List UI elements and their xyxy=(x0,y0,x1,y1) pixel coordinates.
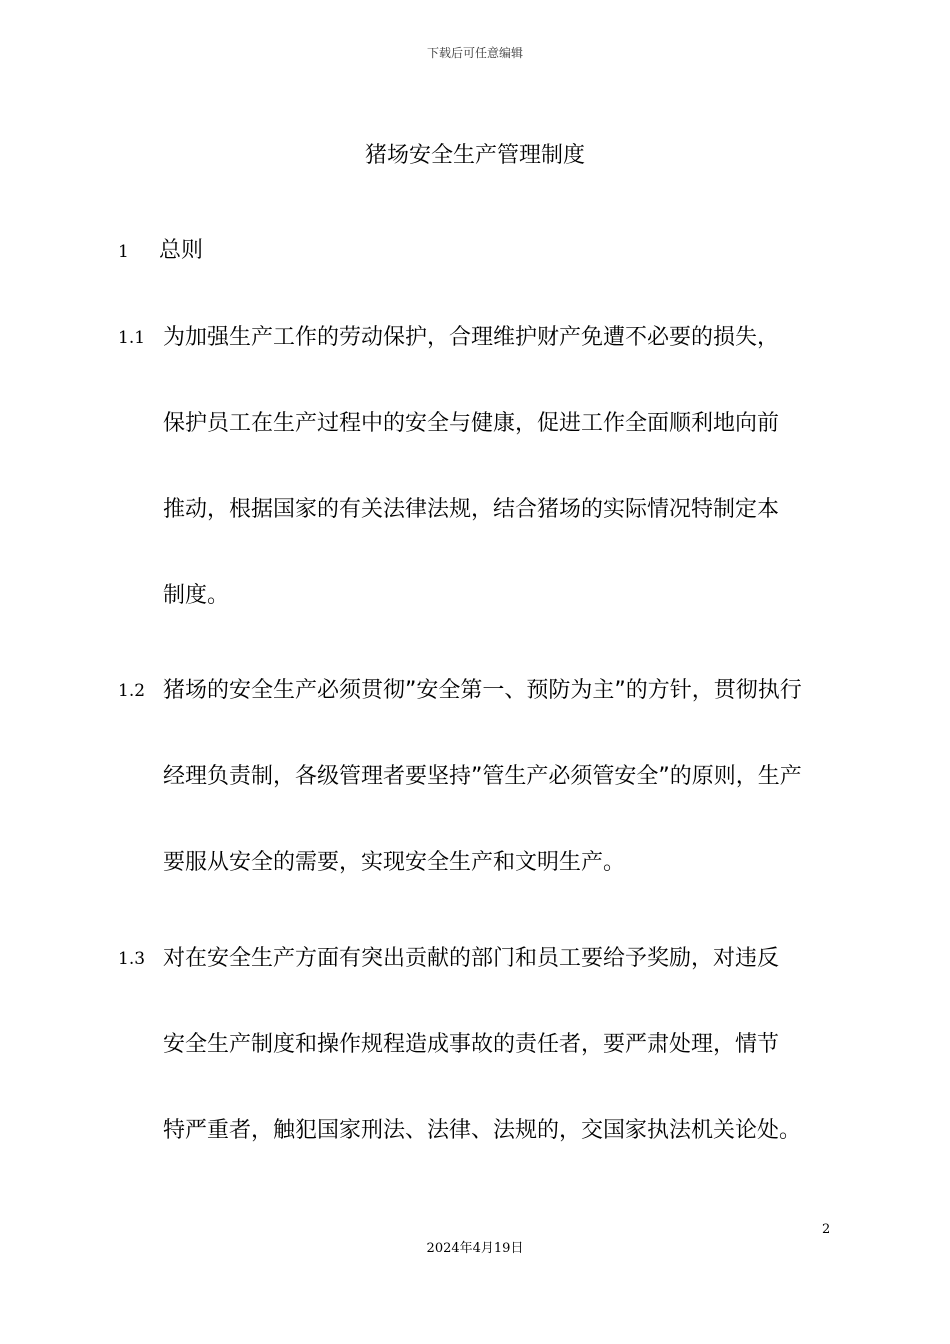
clause-line: 安全生产制度和操作规程造成事故的责任者，要严肃处理，情节 xyxy=(163,1032,780,1057)
header-note: 下载后可任意编辑 xyxy=(426,46,523,60)
clause-line: 推动，根据国家的有关法律法规，结合猪场的实际情况特制定本 xyxy=(163,497,780,522)
clause-number: 1.3 xyxy=(118,949,146,969)
section-number: 1 xyxy=(118,242,129,262)
clause-line: 要服从安全的需要，实现安全生产和文明生产。 xyxy=(163,850,626,875)
footer-date: 2024年4月19日 xyxy=(426,1241,524,1256)
section-title: 总则 xyxy=(159,238,204,263)
clause-line: 对在安全生产方面有突出贡献的部门和员工要给予奖励，对违反 xyxy=(163,946,780,971)
clause-line: 特严重者，触犯国家刑法、法律、法规的，交国家执法机关论处。 xyxy=(163,1118,802,1143)
clause-line: 为加强生产工作的劳动保护，合理维护财产免遭不必要的损失， xyxy=(163,325,780,350)
clause-line: 制度。 xyxy=(163,583,230,608)
clause-line: 猪场的安全生产必须贯彻”安全第一、预防为主”的方针，贯彻执行 xyxy=(163,678,802,703)
clause-number: 1.2 xyxy=(118,681,146,701)
clause-number: 1.1 xyxy=(118,328,146,348)
page-number: 2 xyxy=(822,1222,831,1237)
section-heading xyxy=(118,236,203,266)
clause-line: 保护员工在生产过程中的安全与健康，促进工作全面顺利地向前 xyxy=(163,411,780,436)
clause-line: 经理负责制，各级管理者要坚持”管生产必须管安全”的原则，生产 xyxy=(163,764,802,789)
document-title: 猪场安全生产管理制度 xyxy=(364,143,585,168)
